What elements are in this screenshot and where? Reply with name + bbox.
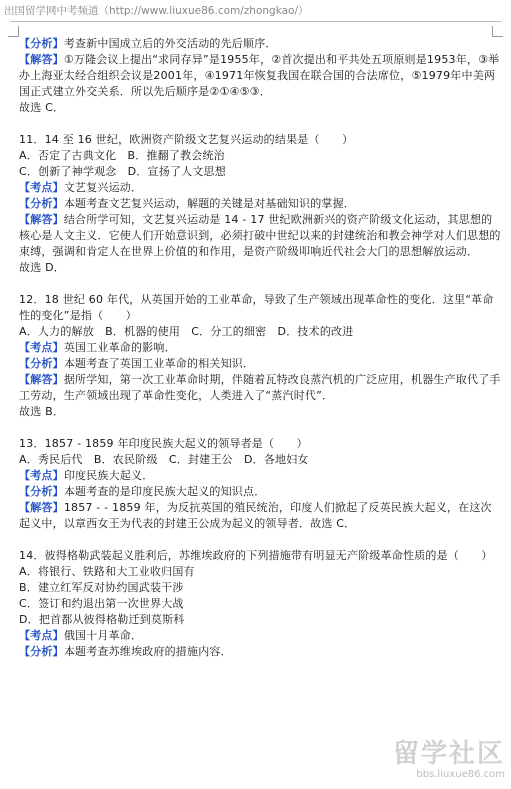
annotated-line	[19, 484, 501, 500]
line-text: A．将银行、铁路和大工业收归国有	[19, 565, 195, 578]
line-text: 故选 D．	[19, 261, 65, 274]
text-line	[19, 404, 501, 420]
section-tag: 【考点】	[19, 629, 64, 642]
section-tag: 【分析】	[19, 645, 64, 658]
annotated-line	[19, 212, 501, 260]
line-text: 考查新中国成立后的外交活动的先后顺序．	[63, 37, 277, 50]
text-line	[19, 548, 501, 564]
annotated-line	[19, 180, 501, 196]
paragraph-gap	[19, 420, 501, 436]
section-tag: 【分析】	[19, 37, 64, 50]
section-tag: 【分析】	[19, 197, 64, 210]
text-line	[19, 148, 501, 164]
annotated-line	[19, 372, 501, 404]
text-line	[19, 612, 501, 628]
annotated-line	[19, 500, 501, 532]
paragraph-gap	[19, 276, 501, 292]
line-text: 11．14 至 16 世纪，欧洲资产阶级文艺复兴运动的结果是（ ）	[19, 133, 354, 146]
line-text: C．签订和约退出第一次世界大战	[19, 597, 184, 610]
watermark-logo: 留学社区	[392, 739, 505, 769]
text-line	[19, 596, 501, 612]
line-text: 印度民族大起义．	[63, 469, 154, 482]
paragraph-gap	[19, 532, 501, 548]
annotated-line	[19, 468, 501, 484]
header-text: 出国留学网中考频道（http://www.liuxue86.com/zhongkao/）	[4, 5, 309, 17]
watermark	[377, 739, 505, 783]
text-line	[19, 132, 501, 148]
section-tag: 【解答】	[19, 53, 64, 66]
line-text: 本题考查的是印度民族大起义的知识点．	[63, 485, 266, 498]
line-text: B．建立红军反对协约国武装干涉	[19, 581, 184, 594]
annotated-line	[19, 356, 501, 372]
line-text: D．把首都从彼得格勒迁到莫斯科	[19, 613, 185, 626]
line-text: 故选 C．	[19, 101, 65, 114]
header-divider	[10, 21, 501, 22]
text-line	[19, 452, 501, 468]
line-text: 据所学知，第一次工业革命时期，伴随着瓦特改良蒸汽机的广泛应用，机器生产取代了手工劳动，生产领域出现了革命性变化，人类进入了“蒸汽时代”．	[19, 373, 501, 402]
text-line	[19, 580, 501, 596]
line-text: 结合所学可知，文艺复兴运动是 14 - 17 世纪欧洲新兴的资产阶级文化运动，其思想的核心是人文主义．它使人们开始意识到，必须打破中世纪以来的封建统治和教会神学对人们思想的束缚，强调和肯定人在世界上价值的和作用，是资产阶级叩响近代社会大门的思想解放运动．	[19, 213, 501, 258]
section-tag: 【解答】	[19, 213, 64, 226]
line-text: 俄国十月革命．	[63, 629, 143, 642]
line-text: A．秀民后代 B．农民阶级 C．封建王公 D．各地妇女	[19, 453, 309, 466]
line-text: 12．18 世纪 60 年代，从英国开始的工业革命，导致了生产领域出现革命性的变化．这里“革命性的变化”是指（ ）	[19, 293, 494, 322]
text-line	[19, 436, 501, 452]
corner-crop-mark-left	[8, 26, 19, 37]
section-tag: 【分析】	[19, 485, 64, 498]
line-text: 故选 B．	[19, 405, 65, 418]
text-line	[19, 260, 501, 276]
page-header	[0, 0, 511, 22]
text-line	[19, 324, 501, 340]
annotated-line	[19, 36, 501, 52]
section-tag: 【考点】	[19, 341, 64, 354]
annotated-line	[19, 52, 501, 100]
section-tag: 【解答】	[19, 373, 64, 386]
line-text: 13．1857 - 1859 年印度民族大起义的领导者是（ ）	[19, 437, 308, 450]
annotated-line	[19, 340, 501, 356]
annotated-line	[19, 628, 501, 644]
paragraph-gap	[19, 116, 501, 132]
text-line	[19, 164, 501, 180]
annotated-line	[19, 196, 501, 212]
line-text: C．创新了神学观念 D．宣扬了人文思想	[19, 165, 226, 178]
text-line	[19, 292, 501, 324]
text-line	[19, 100, 501, 116]
line-text: A．否定了古典文化 B．推翻了教会统治	[19, 149, 225, 162]
annotated-line	[19, 644, 501, 660]
section-tag: 【考点】	[19, 469, 64, 482]
watermark-url: bbs.liuxue86.com	[416, 769, 505, 780]
text-line	[19, 564, 501, 580]
line-text: 1857 - - 1859 年，为反抗英国的殖民统治，印度人们掀起了反英民族大起义，在这次起义中，以章西女王为代表的封建王公成为起义的领导者．故选 C．	[19, 501, 492, 530]
section-tag: 【分析】	[19, 357, 64, 370]
line-text: 本题考查了英国工业革命的相关知识．	[63, 357, 255, 370]
line-text: 本题考查苏维埃政府的措施内容．	[63, 645, 232, 658]
line-text: 14．彼得格勒武装起义胜利后，苏维埃政府的下列措施带有明显无产阶级革命性质的是（ ）	[19, 549, 493, 562]
line-text: 文艺复兴运动．	[63, 181, 143, 194]
line-text: ①万隆会议上提出“求同存异”是1955年，②首次提出和平共处五项原则是1953年，③举办上海亚太经合组织会议是2001年，④1971年恢复我国在联合国的合法席位，⑤1979年中美两国正式建立外交关系．所以先后顺序是②①④⑤③．	[19, 53, 500, 98]
line-text: 英国工业革命的影响．	[63, 341, 176, 354]
line-text: A．人力的解放 B．机器的使用 C．分工的细密 D．技术的改进	[19, 325, 354, 338]
line-text: 本题考查文艺复兴运动，解题的关键是对基础知识的掌握．	[63, 197, 356, 210]
section-tag: 【考点】	[19, 181, 64, 194]
section-tag: 【解答】	[19, 501, 64, 514]
document-body	[19, 36, 501, 660]
